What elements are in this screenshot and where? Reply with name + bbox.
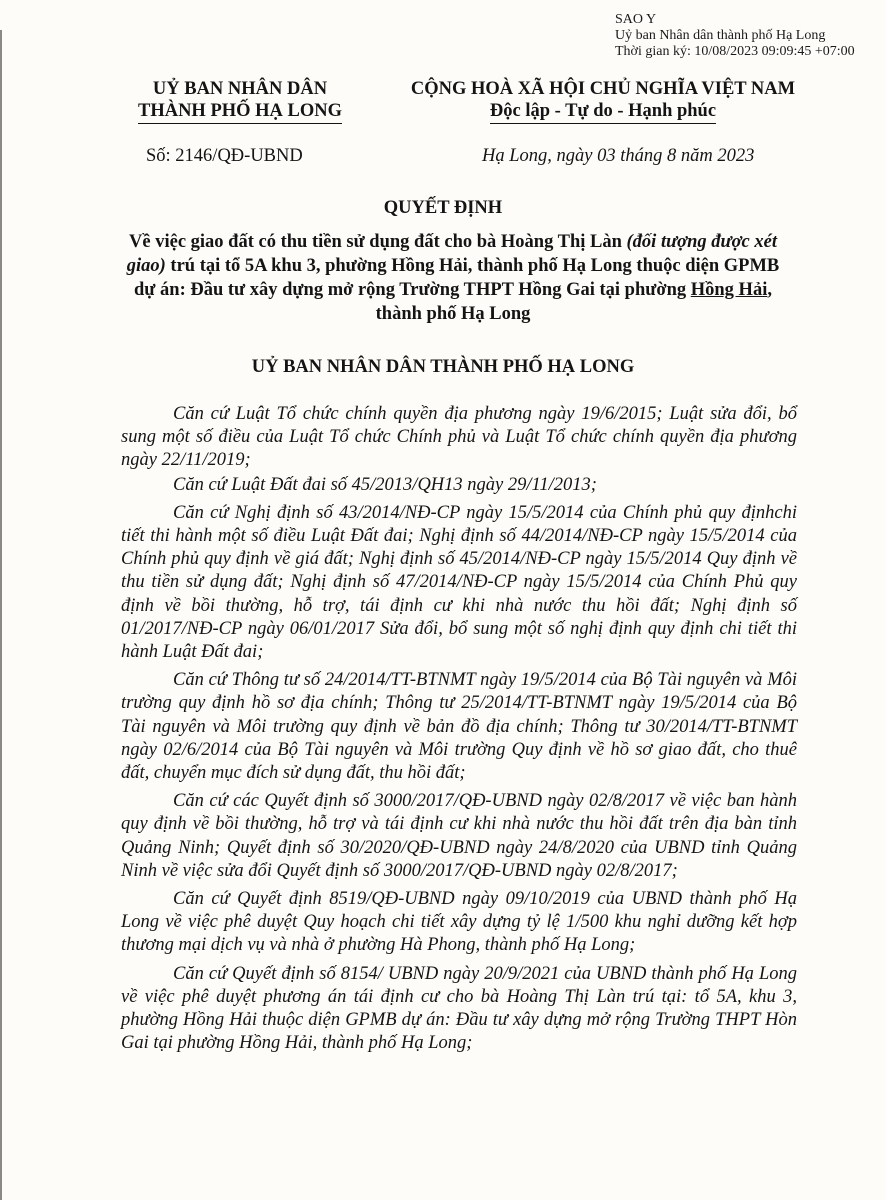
decision-subject [118, 230, 788, 326]
document-number: Số: 2146/QĐ-UBND [146, 146, 303, 166]
basis-paragraph-4: Căn cứ Thông tư số 24/2014/TT-BTNMT ngày 19/5/2014 của Bộ Tài nguyên và Môi trường quy định hồ sơ địa chính; Thông tư 25/2014/TT-BTNMT ngày 19/5/2014 của Bộ Tài nguyên và Môi trường quy định về bản đồ địa chính; Thông tư 30/2014/TT-BTNMT ngày 02/6/2014 của Bộ Tài nguyên và Môi trường Quy định về hồ sơ giao đất, cho thuê đất, chuyển mục đích sử dụng đất, thu hồi đất; [121, 670, 797, 784]
basis-paragraph-5: Căn cứ các Quyết định số 3000/2017/QĐ-UBND ngày 02/8/2017 về việc ban hành quy định về bồi thường, hỗ trợ và tái định cư khi nhà nước thu hồi đất trên địa bàn tỉnh Quảng Ninh; Quyết định số 30/2020/QĐ-UBND ngày 24/8/2020 của UBND tỉnh Quảng Ninh về việc sửa đổi Quyết định số 3000/2017/QĐ-UBND ngày 02/8/2017; [121, 791, 797, 881]
subject-text-2: trú tại tổ 5A khu 3, phường Hồng Hải, thành phố Hạ Long thuộc diện GPMB dự án: Đầu tư xây dựng mở rộng Trường THPT Hồng Gai tại phường [134, 256, 780, 300]
stamp-issuer: Uỷ ban Nhân dân thành phố Hạ Long [615, 28, 826, 43]
national-title [388, 78, 818, 124]
basis-paragraph-2: Căn cứ Luật Đất đai số 45/2013/QH13 ngày 29/11/2013; [173, 474, 597, 495]
stamp-signed-time: Thời gian ký: 10/08/2023 09:09:45 +07:00 [615, 44, 855, 59]
subject-underlined: Hồng Hải [690, 280, 768, 300]
place-and-date: Hạ Long, ngày 03 tháng 8 năm 2023 [482, 146, 755, 166]
basis-paragraph-6: Căn cứ Quyết định 8519/QĐ-UBND ngày 09/10/2019 của UBND thành phố Hạ Long về việc phê duyệt Quy hoạch chi tiết xây dựng tỷ lệ 1/500 khu nghỉ dưỡng kết hợp thương mại dịch vụ và nhà ở phường Hà Phong, thành phố Hạ Long; [121, 889, 797, 956]
subject-italic: (đối tượng được xét giao) [126, 232, 777, 276]
agency-line-2: THÀNH PHỐ HẠ LONG [138, 100, 342, 124]
basis-paragraph-3: Căn cứ Nghị định số 43/2014/NĐ-CP ngày 15/5/2014 của Chính phủ quy địnhchi tiết thi hành một số điều Luật Đất đai; Nghị định số 44/2014/NĐ-CP ngày 15/5/2014 của Chính phủ quy định về giá đất; Nghị định số 45/2014/NĐ-CP ngày 15/5/2014 Quy định về thu tiền sử dụng đất; Nghị định số 47/2014/NĐ-CP ngày 15/5/2014 của Chính Phủ quy định về bồi thường, hỗ trợ, tái định cư khi nhà nước thu hồi đất; Nghị định số 01/2017/NĐ-CP ngày 06/01/2017 Sửa đổi, bổ sung một số nghị định quy định chi tiết thi hành Luật Đất đai; [121, 502, 797, 663]
legal-basis [121, 403, 797, 1060]
copy-stamp [615, 12, 880, 60]
document-title: QUYẾT ĐỊNH [383, 198, 503, 218]
nation-name: CỘNG HOÀ XÃ HỘI CHỦ NGHĨA VIỆT NAM [410, 79, 796, 99]
issuing-agency [122, 78, 358, 124]
nation-motto: Độc lập - Tự do - Hạnh phúc [490, 100, 716, 124]
council-heading: UỶ BAN NHÂN DÂN THÀNH PHỐ HẠ LONG [251, 357, 635, 377]
stamp-label: SAO Y [615, 12, 657, 27]
basis-paragraph-1: Căn cứ Luật Tổ chức chính quyền địa phương ngày 19/6/2015; Luật sửa đổi, bổ sung một số điều của Luật Tổ chức Chính phủ và Luật Tổ chức chính quyền địa phương ngày 22/11/2019; [121, 404, 797, 471]
agency-line-1: UỶ BAN NHÂN DÂN [152, 79, 328, 99]
subject-text-3: , thành phố Hạ Long [375, 280, 772, 324]
subject-text-1: Về việc giao đất có thu tiền sử dụng đất cho bà Hoàng Thị Làn [129, 232, 627, 252]
basis-paragraph-7: Căn cứ Quyết định số 8154/ UBND ngày 20/9/2021 của UBND thành phố Hạ Long về việc phê duyệt phương án tái định cư cho bà Hoàng Thị Làn trú tại: tổ 5A, khu 3, phường Hồng Hải thuộc diện GPMB dự án: Đầu tư xây dựng mở rộng Trường THPT Hòn Gai tại phường Hồng Hải, thành phố Hạ Long; [121, 963, 797, 1054]
document-header [0, 78, 886, 178]
